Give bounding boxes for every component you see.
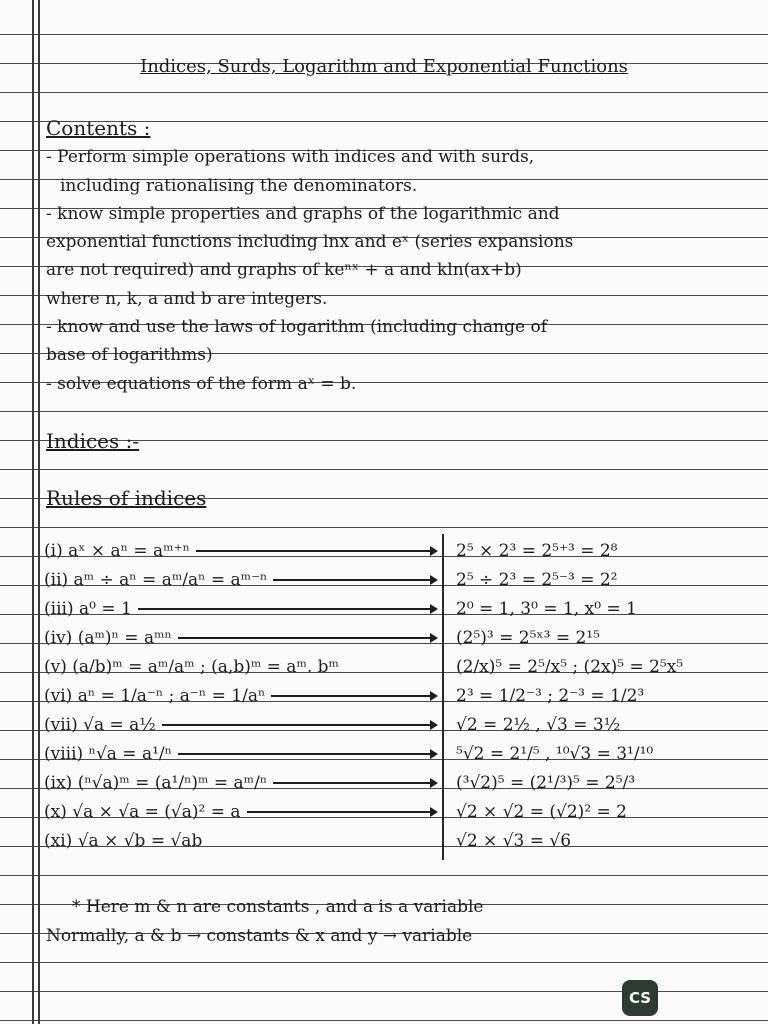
- contents-line-1: - Perform simple operations with indices and with surds,: [46, 147, 535, 167]
- arrow-icon: [196, 550, 436, 552]
- rule-1: (i) aˣ × aⁿ = aᵐ⁺ⁿ: [44, 540, 190, 561]
- arrow-icon: [271, 695, 436, 697]
- example-8: ⁵√2 = 2¹/⁵ , ¹⁰√3 = 3¹/¹⁰: [456, 743, 654, 764]
- arrow-icon: [178, 637, 436, 639]
- rule-row-10: [38, 797, 768, 826]
- example-11: √2 × √3 = √6: [456, 830, 572, 851]
- rule-10: (x) √a × √a = (√a)² = a: [44, 801, 241, 822]
- arrow-icon: [162, 724, 436, 726]
- rule-11: (xi) √a × √b = √ab: [44, 830, 203, 851]
- contents-line-7: - know and use the laws of logarithm (including change of: [46, 317, 547, 337]
- contents-line-9: - solve equations of the form aˣ = b.: [46, 374, 357, 394]
- contents-line-2: including rationalising the denominators.: [60, 176, 418, 196]
- rule-7: (vii) √a = a½: [44, 714, 156, 735]
- indices-heading: Indices :-: [46, 430, 140, 453]
- contents-line-3: - know simple properties and graphs of the logarithmic and: [46, 204, 560, 224]
- example-6: 2³ = 1/2⁻³ ; 2⁻³ = 1/2³: [456, 685, 645, 706]
- margin-line-inner: [38, 0, 40, 1024]
- example-5: (2/x)⁵ = 2⁵/x⁵ ; (2x)⁵ = 2⁵x⁵: [456, 656, 684, 677]
- arrow-icon: [247, 811, 436, 813]
- camscanner-logo: CS: [622, 980, 658, 1016]
- rules-heading: Rules of indices: [46, 487, 207, 510]
- note-line-2: Normally, a & b → constants & x and y → variable: [46, 926, 473, 946]
- arrow-icon: [273, 579, 436, 581]
- rule-8: (viii) ⁿ√a = a¹/ⁿ: [44, 743, 172, 764]
- contents-line-6: where n, k, a and b are integers.: [46, 289, 328, 309]
- example-9: (³√2)⁵ = (2¹/³)⁵ = 2⁵/³: [456, 772, 636, 793]
- arrow-icon: [178, 753, 436, 755]
- rule-row-2: [38, 565, 768, 594]
- rule-4: (iv) (aᵐ)ⁿ = aᵐⁿ: [44, 627, 172, 648]
- margin-line-outer: [32, 0, 34, 1024]
- rule-row-5: [38, 652, 768, 681]
- rule-6: (vi) aⁿ = 1/a⁻ⁿ ; a⁻ⁿ = 1/aⁿ: [44, 685, 266, 706]
- arrow-icon: [273, 782, 436, 784]
- rule-row-11: [38, 826, 768, 855]
- note-line-1: * Here m & n are constants , and a is a variable: [72, 897, 484, 917]
- rule-row-7: [38, 710, 768, 739]
- contents-line-5: are not required) and graphs of keⁿˣ + a and kln(ax+b): [46, 260, 522, 280]
- arrow-icon: [138, 608, 436, 610]
- example-10: √2 × √2 = (√2)² = 2: [456, 801, 627, 822]
- example-2: 2⁵ ÷ 2³ = 2⁵⁻³ = 2²: [456, 569, 618, 590]
- example-7: √2 = 2½ , √3 = 3½: [456, 714, 621, 735]
- contents-line-8: base of logarithms): [46, 345, 213, 365]
- rule-row-8: [38, 739, 768, 768]
- example-3: 2⁰ = 1, 3⁰ = 1, x⁰ = 1: [456, 598, 637, 619]
- example-1: 2⁵ × 2³ = 2⁵⁺³ = 2⁸: [456, 540, 618, 561]
- rule-row-9: [38, 768, 768, 797]
- example-4: (2⁵)³ = 2⁵ˣ³ = 2¹⁵: [456, 627, 600, 648]
- rule-5: (v) (a/b)ᵐ = aᵐ/aᵐ ; (a,b)ᵐ = aᵐ. bᵐ: [44, 656, 339, 677]
- page-title: Indices, Surds, Logarithm and Exponential Functions: [140, 56, 628, 77]
- rule-2: (ii) aᵐ ÷ aⁿ = aᵐ/aⁿ = aᵐ⁻ⁿ: [44, 569, 268, 590]
- rule-row-3: [38, 594, 768, 623]
- contents-line-4: exponential functions including lnx and eˣ (series expansions: [46, 232, 574, 252]
- rule-row-4: [38, 623, 768, 652]
- rule-3: (iii) a⁰ = 1: [44, 598, 132, 619]
- contents-heading: Contents :: [46, 117, 151, 140]
- rule-row-6: [38, 681, 768, 710]
- rule-row-1: [38, 536, 768, 565]
- rule-9: (ix) (ⁿ√a)ᵐ = (a¹/ⁿ)ᵐ = aᵐ/ⁿ: [44, 772, 268, 793]
